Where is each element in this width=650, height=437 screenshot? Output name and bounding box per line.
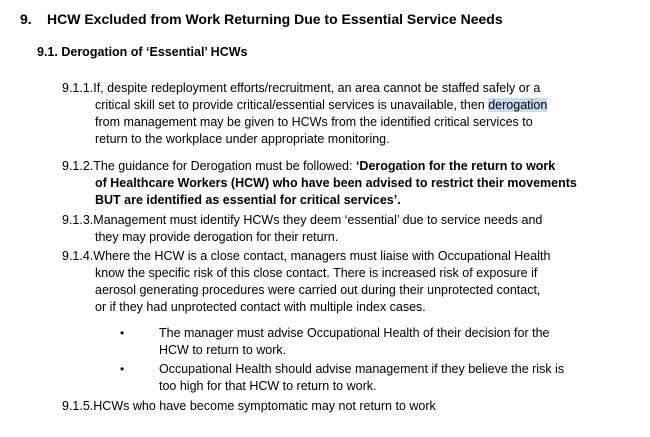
- item-number: 9.1.1.: [62, 81, 94, 95]
- item-line: [62, 398, 622, 415]
- item-line: they may provide derogation for their return.: [95, 230, 339, 244]
- section-title: HCW Excluded from Work Returning Due to Essential Service Needs: [47, 11, 503, 27]
- section-number: 9.: [20, 11, 32, 27]
- item-text: critical skill set to provide critical/essential services is unavailable, then: [95, 98, 489, 112]
- list-item-9-1-4: [62, 248, 622, 316]
- item-line: [62, 158, 622, 175]
- list-item-9-1-1: [62, 80, 622, 148]
- item-text: The guidance for Derogation must be followed:: [93, 159, 356, 173]
- bullet-text: [159, 361, 564, 395]
- subsection-number: 9.1.: [37, 45, 58, 59]
- bullet-line: HCW to return to work.: [159, 343, 287, 357]
- subsection-heading: [37, 44, 247, 60]
- item-line: [62, 248, 622, 265]
- item-text: Where the HCW is a close contact, managers must liaise with Occupational Health: [93, 249, 551, 263]
- item-line: from management may be given to HCWs from the identified critical services to: [95, 115, 533, 129]
- item-number: 9.1.3.: [62, 213, 94, 227]
- selected-text-highlight[interactable]: derogation: [488, 98, 548, 112]
- item-number: 9.1.4.: [62, 249, 94, 263]
- item-line: [62, 212, 622, 229]
- bullet-text: [159, 325, 550, 359]
- item-line-bold: of Healthcare Workers (HCW) who have been advised to restrict their movements: [95, 176, 577, 190]
- item-line: know the specific risk of this close contact. There is increased risk of exposure if: [95, 266, 538, 280]
- item-text: Management must identify HCWs they deem ‘essential’ due to service needs and: [93, 213, 543, 227]
- item-line: [62, 97, 622, 114]
- item-line: or if they had unprotected contact with multiple index cases.: [95, 300, 426, 314]
- subsection-title: Derogation of ‘Essential’ HCWs: [61, 45, 248, 59]
- item-text-bold: ‘Derogation for the return to work: [355, 159, 556, 173]
- list-item-9-1-5: [62, 398, 622, 415]
- list-item-9-1-3: [62, 212, 622, 246]
- bullet-icon: •: [120, 362, 125, 376]
- item-line-bold: BUT are identified as essential for critical services’.: [95, 193, 401, 207]
- item-text: If, despite redeployment efforts/recruitment, an area cannot be staffed safely or a: [93, 81, 541, 95]
- bullet-line: The manager must advise Occupational Health of their decision for the: [159, 326, 550, 340]
- section-heading: [20, 10, 503, 28]
- item-line: [62, 80, 622, 97]
- item-line: return to the workplace under appropriate monitoring.: [95, 132, 390, 146]
- item-number: 9.1.2.: [62, 159, 94, 173]
- bullet-line: too high for that HCW to return to work.: [159, 379, 377, 393]
- bullet-line: Occupational Health should advise management if they believe the risk is: [159, 362, 565, 376]
- item-text: HCWs who have become symptomatic may not return to work: [93, 399, 436, 413]
- bullet-icon: •: [120, 326, 125, 340]
- item-number: 9.1.5.: [62, 399, 94, 413]
- item-line: aerosol generating procedures were carried out during their unprotected contact,: [95, 283, 541, 297]
- list-item-9-1-2: [62, 158, 622, 209]
